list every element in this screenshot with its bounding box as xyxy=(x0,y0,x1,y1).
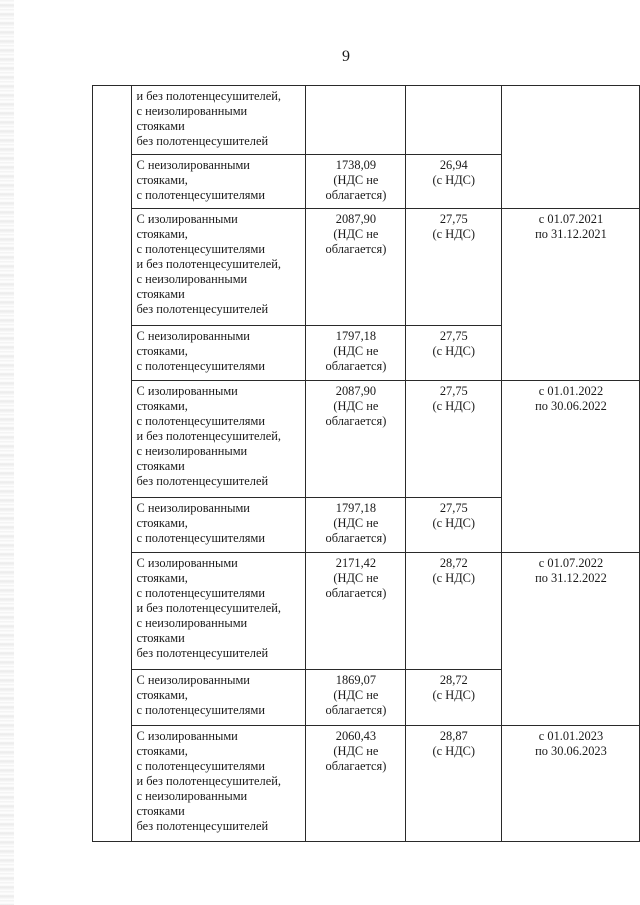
cell-line: облагается) xyxy=(325,188,387,202)
cell-line: и без полотенцесушителей, xyxy=(136,257,281,271)
cell-period xyxy=(501,381,639,553)
cell-line: без полотенцесушителей xyxy=(136,302,269,316)
cell-line: облагается) xyxy=(325,242,387,256)
cell-line: стояками, xyxy=(136,744,188,758)
cell-line: 28,87 xyxy=(439,729,468,743)
cell-line: облагается) xyxy=(325,703,387,717)
cell-line: С изолированными xyxy=(136,384,238,398)
cell-line: с полотенцесушителями xyxy=(136,242,265,256)
cell-line: (с НДС) xyxy=(432,516,476,530)
cell-line: с 01.01.2023 xyxy=(538,729,604,743)
cell-line: (с НДС) xyxy=(432,227,476,241)
cell-line: (с НДС) xyxy=(432,571,476,585)
cell-line: с полотенцесушителями xyxy=(136,586,265,600)
table-row xyxy=(93,86,640,155)
cell-line: и без полотенцесушителей, xyxy=(136,774,281,788)
cell-rate xyxy=(405,381,501,498)
cell-line: С неизолированными xyxy=(136,501,250,515)
tariff-table xyxy=(92,85,640,842)
cell-line: (с НДС) xyxy=(432,399,476,413)
cell-line: по 30.06.2022 xyxy=(535,399,607,413)
cell-line: и без полотенцесушителей, xyxy=(136,601,281,615)
cell-line: (НДС не xyxy=(333,173,379,187)
cell-price xyxy=(306,86,406,155)
cell-line: с неизолированными xyxy=(136,104,248,118)
cell-rate xyxy=(405,726,501,842)
cell-line: 1797,18 xyxy=(335,501,377,515)
cell-line: и без полотенцесушителей, xyxy=(136,429,281,443)
cell-line: стояками, xyxy=(136,227,188,241)
table-row xyxy=(93,381,640,498)
cell-price xyxy=(306,381,406,498)
cell-line: 1738,09 xyxy=(335,158,377,172)
cell-line: (НДС не xyxy=(333,744,379,758)
cell-line: с полотенцесушителями xyxy=(136,414,265,428)
cell-period xyxy=(501,209,639,381)
cell-line: С неизолированными xyxy=(136,673,250,687)
cell-description xyxy=(131,326,306,381)
cell-line: стояками xyxy=(136,119,185,133)
cell-line: стояками, xyxy=(136,688,188,702)
cell-line: 2087,90 xyxy=(335,212,377,226)
cell-price xyxy=(306,726,406,842)
row-number-column xyxy=(93,86,132,842)
cell-line: с полотенцесушителями xyxy=(136,359,265,373)
cell-line: С изолированными xyxy=(136,212,238,226)
cell-line: (НДС не xyxy=(333,399,379,413)
cell-rate xyxy=(405,670,501,726)
cell-description xyxy=(131,209,306,326)
cell-price xyxy=(306,209,406,326)
cell-line: стояками xyxy=(136,459,185,473)
cell-line: стояками, xyxy=(136,344,188,358)
cell-line: с 01.07.2021 xyxy=(538,212,604,226)
cell-line: 27,75 xyxy=(439,501,468,515)
cell-line: по 30.06.2023 xyxy=(535,744,607,758)
cell-period xyxy=(501,726,639,842)
cell-line: (НДС не xyxy=(333,688,379,702)
cell-line: без полотенцесушителей xyxy=(136,819,269,833)
cell-line: (с НДС) xyxy=(432,744,476,758)
cell-line: с неизолированными xyxy=(136,616,248,630)
cell-line: (НДС не xyxy=(333,227,379,241)
cell-line: без полотенцесушителей xyxy=(136,134,269,148)
cell-line: 27,75 xyxy=(439,212,468,226)
cell-line: облагается) xyxy=(325,586,387,600)
tariff-table-body xyxy=(93,86,640,842)
cell-line: без полотенцесушителей xyxy=(136,646,269,660)
scan-edge-artifact xyxy=(0,0,14,905)
cell-rate xyxy=(405,498,501,553)
table-row xyxy=(93,553,640,670)
cell-description xyxy=(131,553,306,670)
cell-rate xyxy=(405,86,501,155)
cell-line: без полотенцесушителей xyxy=(136,474,269,488)
cell-line: облагается) xyxy=(325,359,387,373)
cell-rate xyxy=(405,209,501,326)
cell-line: (НДС не xyxy=(333,516,379,530)
cell-period xyxy=(501,553,639,726)
cell-description xyxy=(131,86,306,155)
cell-line: С изолированными xyxy=(136,729,238,743)
cell-line: 27,75 xyxy=(439,384,468,398)
cell-line: с 01.07.2022 xyxy=(538,556,604,570)
cell-line: с полотенцесушителями xyxy=(136,759,265,773)
cell-line: и без полотенцесушителей, xyxy=(136,89,281,103)
cell-line: С изолированными xyxy=(136,556,238,570)
cell-line: с полотенцесушителями xyxy=(136,703,265,717)
cell-line: стояками xyxy=(136,631,185,645)
cell-line: 2087,90 xyxy=(335,384,377,398)
cell-line: (с НДС) xyxy=(432,344,476,358)
cell-line: стояками xyxy=(136,804,185,818)
cell-rate xyxy=(405,155,501,209)
cell-line: с неизолированными xyxy=(136,789,248,803)
cell-line: (НДС не xyxy=(333,571,379,585)
cell-description xyxy=(131,498,306,553)
cell-line: по 31.12.2022 xyxy=(535,571,607,585)
cell-description xyxy=(131,155,306,209)
cell-line: стояками, xyxy=(136,173,188,187)
cell-line: 28,72 xyxy=(439,556,468,570)
cell-line: 27,75 xyxy=(439,329,468,343)
cell-line: 2171,42 xyxy=(335,556,377,570)
cell-line: с неизолированными xyxy=(136,444,248,458)
cell-line: (с НДС) xyxy=(432,173,476,187)
page-number: 9 xyxy=(342,48,350,65)
cell-line: С неизолированными xyxy=(136,329,250,343)
cell-line: 2060,43 xyxy=(335,729,377,743)
cell-line: 26,94 xyxy=(439,158,468,172)
cell-line: с полотенцесушителями xyxy=(136,188,265,202)
cell-line: (с НДС) xyxy=(432,688,476,702)
cell-line: С неизолированными xyxy=(136,158,250,172)
cell-line: облагается) xyxy=(325,414,387,428)
table-row xyxy=(93,726,640,842)
cell-price xyxy=(306,326,406,381)
cell-line: стояками, xyxy=(136,516,188,530)
cell-line: по 31.12.2021 xyxy=(535,227,607,241)
cell-description xyxy=(131,726,306,842)
cell-line: с неизолированными xyxy=(136,272,248,286)
cell-line: 1797,18 xyxy=(335,329,377,343)
cell-line: (НДС не xyxy=(333,344,379,358)
cell-description xyxy=(131,670,306,726)
table-row xyxy=(93,209,640,326)
cell-line: стояками xyxy=(136,287,185,301)
cell-price xyxy=(306,498,406,553)
cell-description xyxy=(131,381,306,498)
cell-period xyxy=(501,86,639,209)
cell-line: с полотенцесушителями xyxy=(136,531,265,545)
cell-rate xyxy=(405,553,501,670)
cell-line: облагается) xyxy=(325,531,387,545)
cell-rate xyxy=(405,326,501,381)
cell-price xyxy=(306,670,406,726)
cell-price xyxy=(306,155,406,209)
cell-price xyxy=(306,553,406,670)
cell-line: облагается) xyxy=(325,759,387,773)
cell-line: стояками, xyxy=(136,571,188,585)
cell-line: стояками, xyxy=(136,399,188,413)
cell-line: с 01.01.2022 xyxy=(538,384,604,398)
cell-line: 28,72 xyxy=(439,673,468,687)
cell-line: 1869,07 xyxy=(335,673,377,687)
